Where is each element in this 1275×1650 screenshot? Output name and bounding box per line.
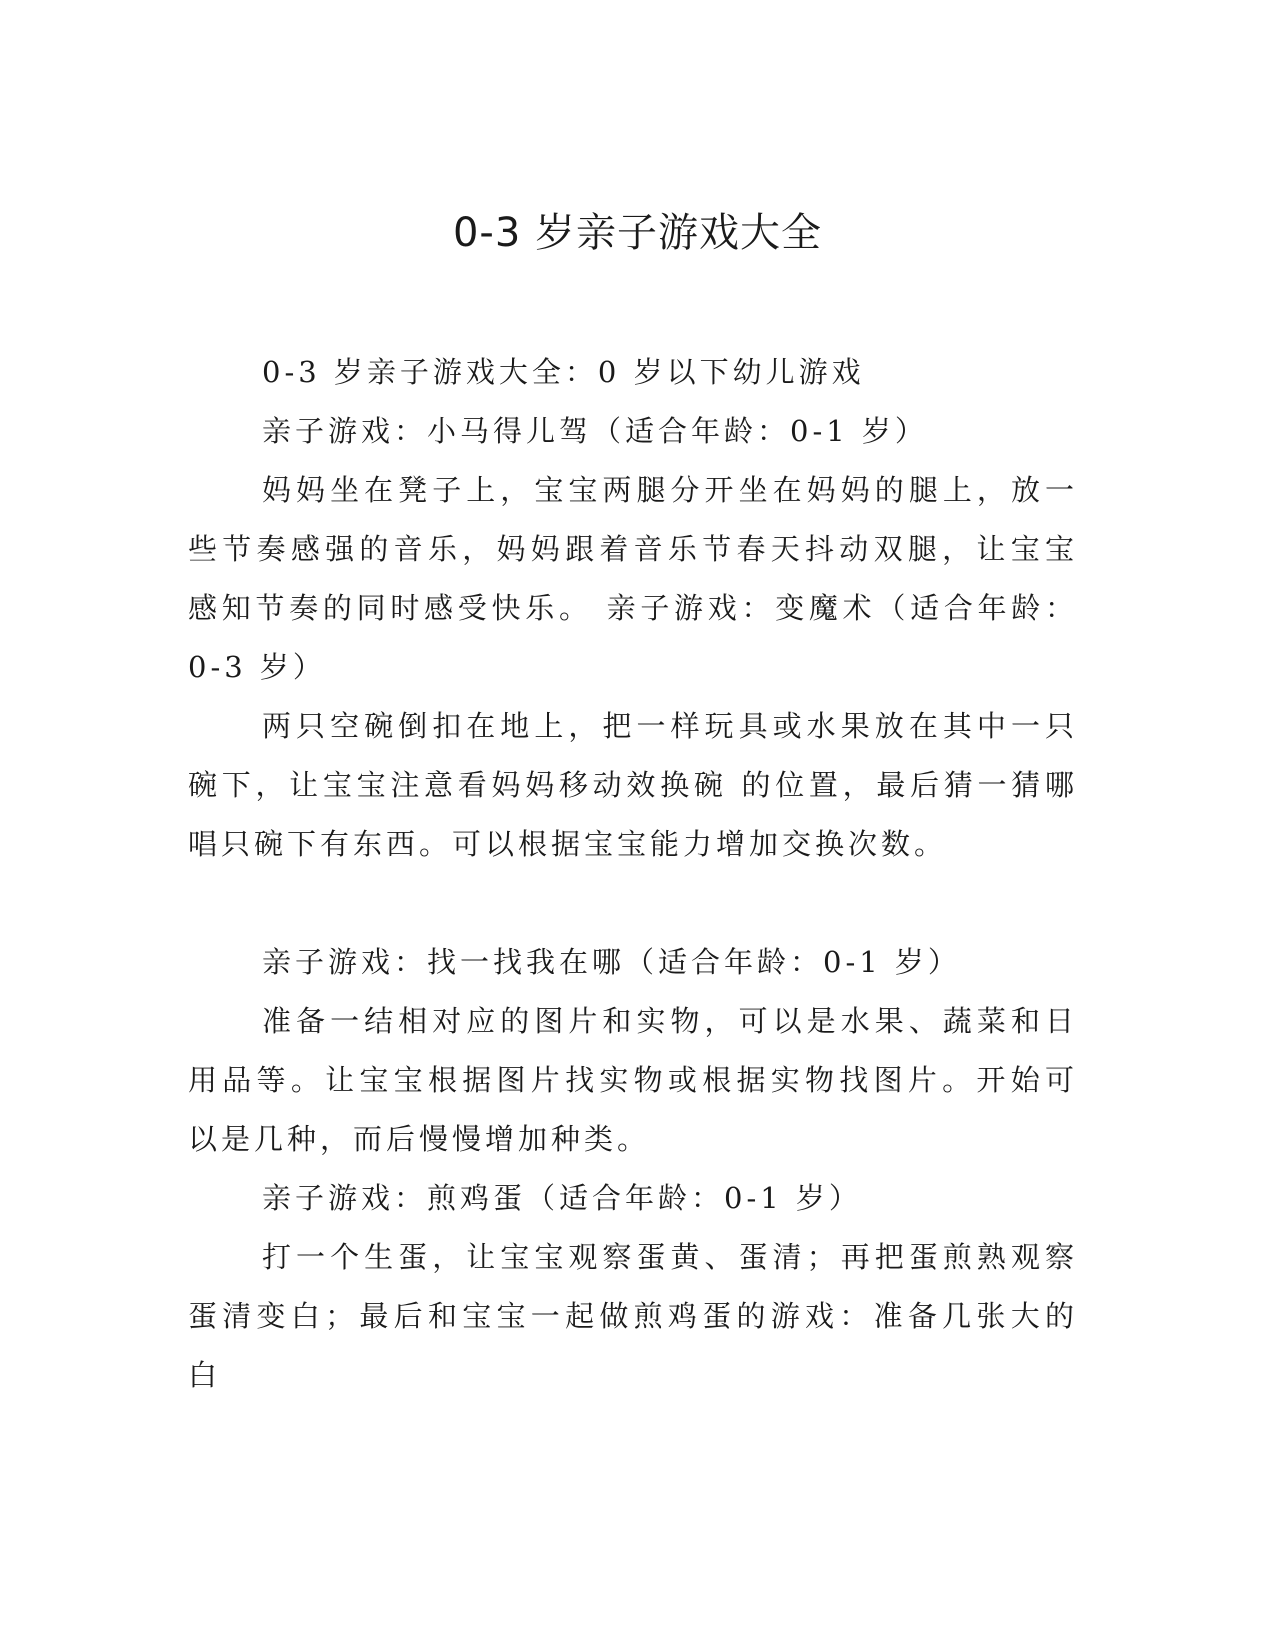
paragraph: 两只空碗倒扣在地上，把一样玩具或水果放在其中一只碗下，让宝宝注意看妈妈移动效换碗 的位置，最后猜一猜哪唱只碗下有东西。可以根据宝宝能力增加交换次数。 [188, 709, 1078, 861]
paragraph: 准备一结相对应的图片和实物，可以是水果、蔬菜和日用品等。让宝宝根据图片找实物或根据实物找图片。开始可以是几种，而后慢慢增加种类。 [188, 1004, 1078, 1156]
paragraph: 妈妈坐在凳子上，宝宝两腿分开坐在妈妈的腿上，放一些节奏感强的音乐，妈妈跟着音乐节春天抖动双腿，让宝宝感知节奏的同时感受快乐。 亲子游戏：变魔术（适合年龄：0-3 岁） [188, 473, 1078, 684]
game-heading: 亲子游戏：找一找我在哪（适合年龄：0-1 岁） [262, 945, 961, 979]
paragraph-gap [188, 874, 1078, 933]
document-title: 0-3 岁亲子游戏大全 [452, 210, 823, 256]
game-heading: 亲子游戏：煎鸡蛋（适合年龄：0-1 岁） [262, 1181, 862, 1215]
section-heading: 0-3 岁亲子游戏大全：0 岁以下幼儿游戏 [262, 355, 865, 389]
document-body [188, 343, 1078, 1405]
paragraph: 打一个生蛋，让宝宝观察蛋黄、蛋清；再把蛋煎熟观察蛋清变白；最后和宝宝一起做煎鸡蛋的游戏：准备几张大的白 [188, 1240, 1078, 1392]
game-heading: 亲子游戏：小马得儿驾（适合年龄：0-1 岁） [262, 414, 928, 448]
